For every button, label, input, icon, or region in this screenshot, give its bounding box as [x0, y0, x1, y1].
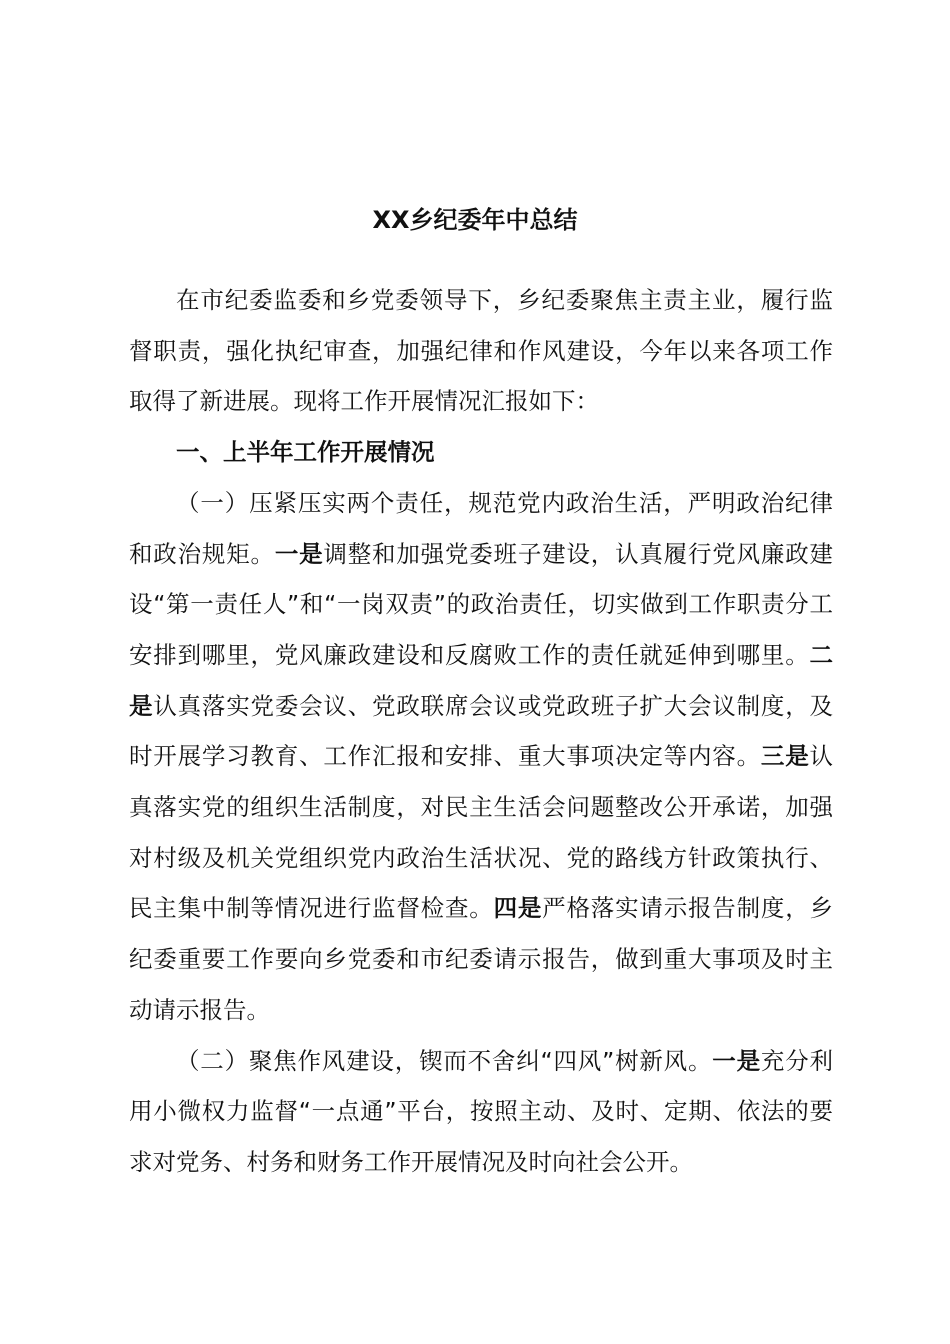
paragraph-text: 充分利用小微权力监督“一点通”平台，按照主动、及时、定期、依法的要求对党务、村务和财务工作开展情况及时向社会公开。 [129, 1046, 834, 1176]
section-heading: 一、上半年工作开展情况 [176, 438, 435, 467]
intro-paragraph: 在市纪委监委和乡党委领导下，乡纪委聚焦主责主业，履行监督职责，强化执纪审查，加强纪律和作风建设，今年以来各项工作取得了新进展。现将工作开展情况汇报如下： [129, 286, 833, 416]
document-title: XX乡纪委年中总结 [372, 206, 578, 234]
paragraph-lead: （一）压紧压实两个责任，规范党内政治生活，严明政治纪律和政治规矩。 [129, 488, 833, 568]
paragraph-work-style [129, 1036, 833, 1188]
keyword-third: 三是 [760, 742, 810, 771]
paragraph-lead: （二）聚焦作风建设，锲而不舍纠“四风”树新风。 [176, 1046, 713, 1075]
paragraph-text: 认真落实党的组织生活制度，对民主生活会问题整改公开承诺，加强对村级及机关党组织党内政治生活状况、党的路线方针政策执行、民主集中制等情况进行监督检查。 [129, 742, 834, 923]
keyword-first: 一是 [274, 539, 324, 568]
document-body [129, 275, 833, 1188]
paragraph-text: 严格落实请示报告制度，乡纪委重要工作要向乡党委和市纪委请示报告，做到重大事项及时主动请示报告。 [129, 894, 834, 1024]
keyword-fourth: 四是 [493, 894, 543, 923]
keyword-first: 一是 [712, 1046, 761, 1075]
paragraph-text: 调整和加强党委班子建设，认真履行党风廉政建设“第一责任人”和“一岗双责”的政治责任，切实做到工作职责分工安排到哪里，党风廉政建设和反腐败工作的责任就延伸到哪里。 [129, 539, 834, 669]
paragraph-responsibility [129, 478, 833, 1036]
paragraph-text: 认真落实党委会议、党政联席会议或党政班子扩大会议制度，及时开展学习教育、工作汇报和安排、重大事项决定等内容。 [129, 691, 834, 771]
keyword-second: 二是 [129, 640, 833, 720]
